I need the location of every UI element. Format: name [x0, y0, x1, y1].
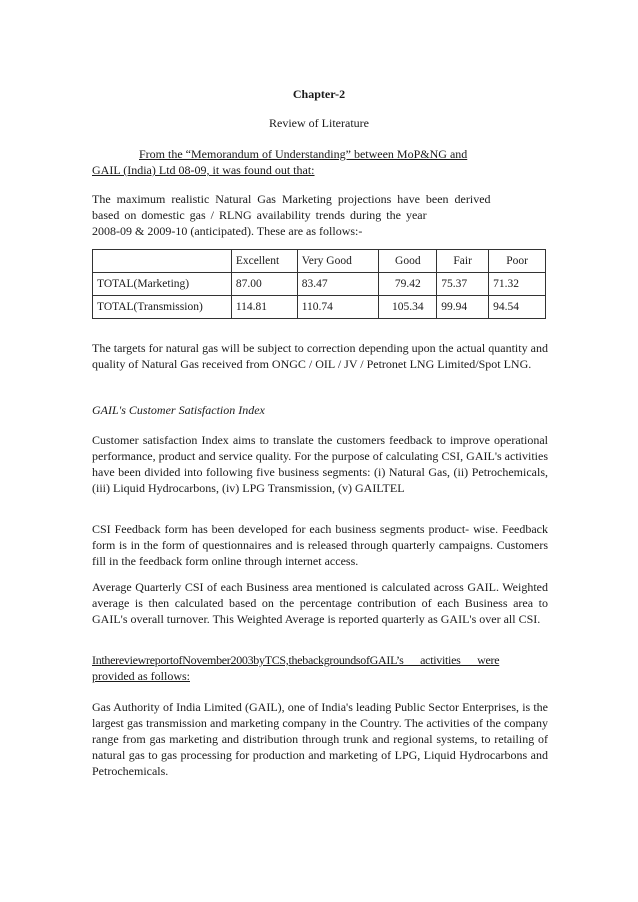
table-header-row: [93, 250, 546, 273]
review-paragraph: [92, 652, 548, 684]
table-cell: 71.32: [489, 273, 546, 296]
table-cell: 105.34: [379, 296, 437, 319]
table-header-cell: Excellent: [231, 250, 297, 273]
table-header-cell: [93, 250, 232, 273]
chapter-heading: Chapter-2: [292, 87, 346, 101]
review-line-1: InthereviewreportofNovember2003byTCS,thebackgroundsofGAIL’s activities were: [92, 653, 500, 667]
review-line-2: provided as follows:: [92, 669, 190, 683]
intro-line-1: From the “Memorandum of Understanding” between MoP&NG and: [139, 147, 468, 161]
table-row: [93, 296, 546, 319]
table-cell: 79.42: [379, 273, 437, 296]
table-cell: 87.00: [231, 273, 297, 296]
section-title: Review of Literature: [269, 116, 369, 130]
table-cell: 83.47: [297, 273, 379, 296]
table-header-cell: Fair: [437, 250, 489, 273]
targets-paragraph: The targets for natural gas will be subject to correction depending upon the actual quantity and quality of Natural Gas received from ONGC / OIL / JV / Petronet LNG Limited/Spot LNG.: [92, 341, 548, 371]
table-cell: TOTAL(Marketing): [93, 273, 232, 296]
intro-line-2: GAIL (India) Ltd 08-09, it was found out that:: [92, 163, 315, 177]
table-header-cell: Good: [379, 250, 437, 273]
intro-paragraph: [92, 146, 548, 178]
projections-paragraph: [92, 191, 548, 239]
csi-paragraph-1: Customer satisfaction Index aims to translate the customers feedback to improve operational performance, product and service quality. For the purpose of calculating CSI, GAIL's activities have been divided into following five business segments: (i) Natural Gas, (ii) Petrochemicals, (iii) Liquid Hydrocarbons, (iv) LPG Transmission, (v) GAILTEL: [92, 433, 548, 495]
table-header-cell: Poor: [489, 250, 546, 273]
projections-line-3: 2008-09 & 2009-10 (anticipated). These are as follows:-: [92, 224, 363, 238]
csi-paragraph-2: CSI Feedback form has been developed for each business segments product- wise. Feedback form is in the form of questionnaires and is released through quarterly campaigns. Customers fill in the feedback form online through internet access.: [92, 522, 548, 568]
projections-table: [92, 249, 546, 319]
table-cell: 99.94: [437, 296, 489, 319]
table-header-cell: Very Good: [297, 250, 379, 273]
csi-paragraph-3: Average Quarterly CSI of each Business area mentioned is calculated across GAIL. Weighted average is then calculated based on the percentage contribution of each Business area to GAIL's overall turnover. This Weighted Average is reported quarterly as GAIL's over all CSI.: [92, 580, 548, 626]
gail-paragraph: Gas Authority of India Limited (GAIL), one of India's leading Public Sector Enterprises, is the largest gas transmission and marketing company in the Country. The activities of the company range from gas marketing and distribution through trunk and regional systems, to retailing of natural gas to gas processing for production and marketing of LPG, Liquid Hydrocarbons and Petrochemicals.: [92, 700, 548, 778]
table-cell: 75.37: [437, 273, 489, 296]
table-cell: 110.74: [297, 296, 379, 319]
projections-line-1: The maximum realistic Natural Gas Marketing projections have been derived: [92, 192, 491, 206]
table-cell: TOTAL(Transmission): [93, 296, 232, 319]
table-cell: 114.81: [231, 296, 297, 319]
projections-line-2: based on domestic gas / RLNG availability trends during the year: [92, 208, 427, 222]
csi-heading: GAIL's Customer Satisfaction Index: [92, 403, 265, 417]
table-row: [93, 273, 546, 296]
table-cell: 94.54: [489, 296, 546, 319]
